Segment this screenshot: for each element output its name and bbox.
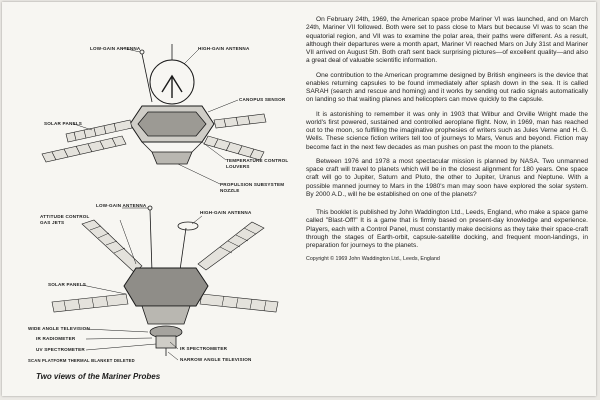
- label-gas-jets: GAS JETS: [40, 220, 65, 225]
- label-high-gain-antenna-bottom: HIGH-GAIN ANTENNA: [200, 210, 252, 215]
- label-scan-platform: SCAN PLATFORM THERMAL BLANKET DELETED: [28, 358, 135, 363]
- label-uv-spectrometer: UV SPECTROMETER: [36, 347, 85, 352]
- label-temperature-control: TEMPERATURE CONTROL: [226, 158, 289, 163]
- paragraph-nasa-mission: Between 1976 and 1978 a most spectacular mission is planned by NASA. Two unmanned space craft will travel to planets which will be in the closest alignment for 180 years. One space craft will go to Jupiter, Saturn and Pluto, the other to Jupiter, Uranus and Neptune. With a possible manned journey to Mars in the 1980's man may soon have explored the solar system. By 2000 A.D., will he be established on one of the planets?: [306, 157, 588, 198]
- text-column: [306, 16, 588, 262]
- paragraph-mariner-launch: On February 24th, 1969, the American space probe Mariner VI was launched, and on March 24th, Mariner VII followed. Both were set to pass close to Mars but because VI was to scan the equatorial region, and VII was to examine the polar area, their paths were different. As a result, although their departures were a month apart, Mariner VI reached Mars on July 31st and Mariner VII arrived on August 5th. Both craft sent back surprising pictures—of excellent quality—and also a great deal of valuable scientific information.: [306, 16, 588, 65]
- label-propulsion-subsystem: PROPULSION SUBSYSTEM: [220, 182, 285, 187]
- label-ir-spectrometer: IR SPECTROMETER: [180, 346, 228, 351]
- booklet-page: [2, 2, 596, 396]
- paragraph-publisher: This booklet is published by John Waddington Ltd., Leeds, England, who make a space game called "Blast-Off!" It is a game that is firmly based on present-day knowledge and experience. Players, each with a Control Panel, must constantly make decisions as they take their space-craft through the stages of Earth-orbit, capsule-satellite docking, and frequent moon-landings, in preparation for journeys to the planets.: [306, 209, 589, 249]
- label-attitude-control: ATTITUDE CONTROL: [40, 214, 90, 219]
- label-nozzle: NOZZLE: [220, 188, 240, 193]
- figure-caption: Two views of the Mariner Probes: [36, 372, 161, 381]
- copyright-notice: Copyright © 1969 John Waddington Ltd., Leeds, England: [306, 256, 440, 263]
- label-wide-angle-television: WIDE ANGLE TELEVISION: [28, 326, 90, 331]
- paragraph-wright-brothers: It is astonishing to remember it was only in 1903 that Wilbur and Orville Wright made the world's first powered, sustained and controlled aeroplane flight. Now, in 1969, man has reached out to the moon, so fulfilling the imaginative prophesies of writers such as Jules Verne and H. G. Wells. These science fiction writers tell too of journeys to Mars, Venus and beyond. Fiction may become fact in the next few decades as man pushes on past the moon to the planets.: [306, 110, 588, 151]
- label-narrow-angle-television: NARROW ANGLE TELEVISION: [180, 357, 252, 362]
- label-high-gain-antenna-top: HIGH-GAIN ANTENNA: [198, 46, 250, 51]
- label-low-gain-antenna-bottom: LOW-GAIN ANTENNA: [96, 203, 147, 208]
- label-low-gain-antenna-top: LOW-GAIN ANTENNA: [90, 46, 141, 51]
- label-louvers: LOUVERS: [226, 164, 250, 169]
- label-solar-panels-top: SOLAR PANELS: [44, 121, 83, 126]
- label-solar-panels-bottom: SOLAR PANELS: [48, 282, 87, 287]
- label-ir-radiometer: IR RADIOMETER: [36, 336, 76, 341]
- paragraph-sarah-device: One contribution to the American programme designed by British engineers is the device that enables returning capsules to be found immediately after splash down in the sea. It is called SARAH (search and rescue and homing) and it works by sending out radio signals automatically on landing so that waiting planes and helicopters can move quickly to the capsule.: [306, 71, 588, 104]
- illustration-column: [2, 2, 294, 396]
- label-canopus-sensor: CANOPUS SENSOR: [239, 97, 286, 102]
